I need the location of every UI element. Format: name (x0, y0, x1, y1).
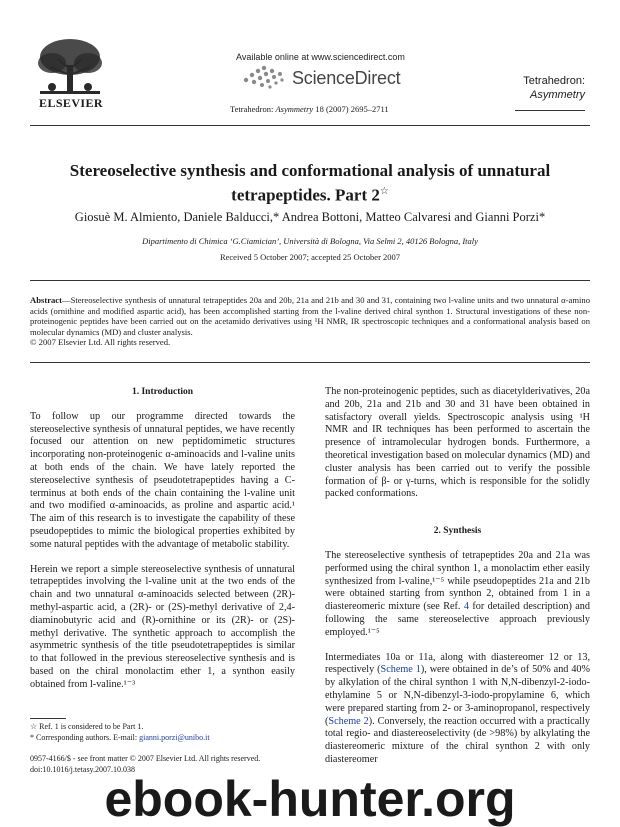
issn-line: 0957-4166/$ - see front matter © 2007 Elsevier Ltd. All rights reserved. (30, 754, 261, 763)
affiliation: Dipartimento di Chimica ‘G.Ciamician’, Università di Bologna, Via Selmi 2, 40126 Bologna, Italy (142, 236, 478, 246)
journal-title-line1: Tetrahedron: (523, 75, 585, 87)
paragraph: Herein we report a simple stereoselective synthesis of unnatural tetrapeptides involving the l-valine unit at the two ends of the chain and two unnatural α-aminoacids selected between (2R)-methyl-aspartic acid, a (2R)- or (2S)-methyl derivative of 2,4-diaminobutyric acid and (R)-ornithine or its (2R)- or (2S)-methyl derivative. The synthetic approach to accomplish the asymmetric synthesis of the title pseudotetrapeptides is similar to that followed in the previous stereoselective synthesis and is based on the chiral monolactim ether 1, a synthon easily obtained from l-valine.¹⁻³ (30, 563, 295, 690)
footnote-part1: ☆ Ref. 1 is considered to be Part 1. (30, 722, 144, 731)
header-divider (30, 125, 590, 126)
section-heading-introduction: 1. Introduction (131, 387, 194, 397)
doi-line: doi:10.1016/j.tetasy.2007.10.038 (30, 764, 136, 774)
reference-link[interactable]: 4 (463, 601, 469, 613)
sciencedirect-dots-icon (240, 62, 290, 92)
journal-citation: Tetrahedron: Asymmetry 18 (2007) 2695–2711 (230, 104, 389, 114)
section-heading-synthesis: 2. Synthesis (433, 526, 482, 537)
abstract-text: —Stereoselective synthesis of unnatural tetrapeptides 20a and 20b, 21a and 21b and 30 and 31, containing two l-valine units and two unnatural α-amino acids (ornithine and modified aspartic acid), has been accomplished starting from the l-valine derived chiral synthon 1. Structural investigations of these non-proteinogenic peptides have been carried out on the acetamido derivatives using ¹H NMR, IR spectroscopic techniques and a conformational analysis based on molecular dynamics (MD) and cluster analysis. (30, 295, 590, 337)
abstract-bottom-rule (30, 362, 590, 363)
journal-rule (515, 110, 585, 111)
paragraph: Intermediates 10a or 11a, along with diastereomer 12 or 13, respectively (Scheme 1), were obtained in de’s of 50% and 40% by alkylation of the chiral synthon 1 with N,N-dibenzyl-2-iodo-ethylamine 5 or N,N-dibenzyl-3-iodo-propylamine 6, which were prepared starting from 2- or 3-aminopropanol, respectively (Scheme 2). Conversely, the reaction occurred with a practically total regio- and diastereoselectivity (de >98%) by alkylating the diastereomeric mixture of the chiral synthon 2 with only diastereomer (325, 651, 591, 765)
paragraph: The stereoselective synthesis of tetrapeptides 20a and 21a was performed using the chiral synthon 1, a monolactim ether easily synthesized from l-valine,¹⁻⁵ while pseudopeptides 21a and 21b were obtained starting from synthon 2, obtained from 1 in a diastereomeric mixture (see Ref. 4 for detailed description) and following the same stereoselective approach previously employed.¹⁻⁵ (325, 549, 590, 638)
journal-title-line2: Asymmetry (530, 89, 585, 101)
left-column (30, 386, 295, 704)
watermark: ebook-hunter.org (104, 771, 516, 827)
right-column (325, 386, 590, 779)
paragraph: To follow up our programme directed towards the stereoselective synthesis of unnatural peptides, we have recently focused our attention on new peptidomimetic structures incorporating non-proteinogenic α-aminoacids and l-valine units at both ends of the chain. We have lately reported the stereoselective synthesis of pseudotetrapeptides having a C-terminus at both ends of the chain containing the l-valine unit and two modified α-aminoacids, as proline and aspartic acid.¹ The aim of this research is to investigate the capability of these pseudopeptides to mimic the biological properties exhibited by some natural peptides with the advantage of metabolic stability. (30, 410, 295, 550)
scheme-1-link[interactable]: Scheme 1 (380, 664, 421, 676)
article-title: Stereoselective synthesis and conformational analysis of unnatural tetrapeptides. Part 2☆ (69, 161, 551, 205)
sciencedirect-logo (240, 62, 420, 96)
journal-title (523, 74, 585, 102)
footnotes (30, 722, 295, 743)
author-list: Giosuè M. Almiento, Daniele Balducci,* Andrea Bottoni, Matteo Calvaresi and Gianni Porzi* (74, 210, 546, 224)
abstract (30, 295, 590, 348)
received-dates: Received 5 October 2007; accepted 25 October 2007 (219, 252, 401, 262)
sciencedirect-wordmark: ScienceDirect (292, 68, 401, 88)
abstract-copyright: © 2007 Elsevier Ltd. All rights reserved. (30, 337, 171, 347)
footnote-corresponding: * Corresponding authors. E-mail: gianni.porzi@unibo.it (30, 732, 210, 742)
abstract-label: Abstract (30, 295, 62, 305)
available-online: Available online at www.sciencedirect.com (236, 52, 405, 62)
paragraph: The non-proteinogenic peptides, such as diacetylderivatives, 20a and 20b, 21a and 21b and 30 and 31 have been obtained in satisfactory overall yields. Spectroscopic analysis using ¹H NMR and IR techniques has been performed to ascertain the presence of intramolecular hydrogen bonds. Furthermore, a theoretical investigation based on molecular dynamics (MD) and cluster analysis has been carried out to verify the possible formation of β- or γ-turns, which is responsible for the solidly packed conformations. (325, 386, 590, 500)
title-footnote-mark[interactable]: ☆ (379, 186, 389, 197)
publisher-name: ELSEVIER (39, 96, 103, 110)
abstract-top-rule (30, 280, 590, 281)
scheme-2-link[interactable]: Scheme 2 (328, 715, 369, 727)
footnote-rule (30, 718, 66, 719)
email-link[interactable]: gianni.porzi@unibo.it (139, 732, 210, 742)
